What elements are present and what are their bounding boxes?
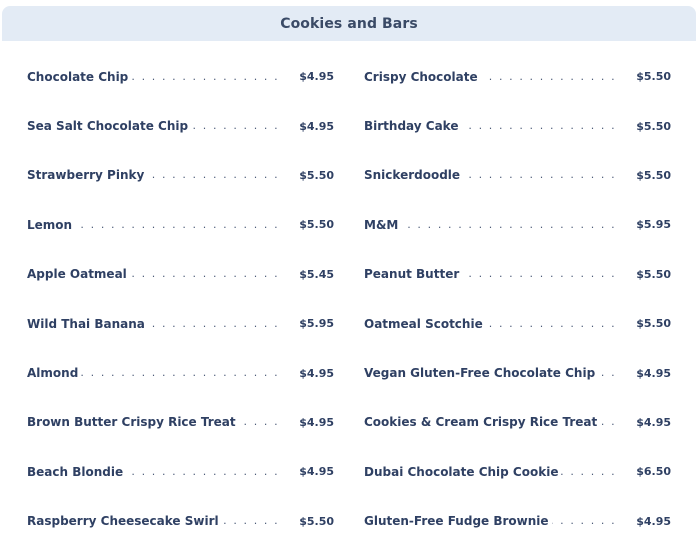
menu-item-name: Chocolate Chip [27,69,129,84]
menu-item-name: Birthday Cake [364,119,459,134]
menu-header [2,6,696,41]
menu-item-price: $4.95 [299,366,334,380]
menu-item[interactable] [27,299,334,348]
menu-item-price: $4.95 [299,465,334,479]
menu-item-price: $4.95 [636,415,671,429]
menu-item[interactable] [364,52,671,101]
dot-leader [598,367,632,379]
dot-leader [131,71,295,83]
menu-item-name: Lemon [27,217,73,232]
dot-leader [401,219,632,231]
menu-item-name: Gluten-Free Fudge Brownie [364,514,549,529]
dot-leader [481,71,633,83]
menu-item[interactable] [364,250,671,299]
dot-leader [552,515,633,527]
menu-item-name: Peanut Butter [364,267,460,282]
menu-item-name: Apple Oatmeal [27,267,127,282]
dot-leader [81,367,295,379]
menu-item-price: $5.50 [299,218,334,232]
menu-item[interactable] [27,52,334,101]
dot-leader [191,120,295,132]
menu-item[interactable] [27,398,334,447]
menu-item-name: Crispy Chocolate [364,69,478,84]
menu-item-name: Brown Butter Crispy Rice Treat [27,415,236,430]
menu-item-price: $5.50 [636,317,671,331]
menu-item[interactable] [364,200,671,249]
menu-item-name: Vegan Gluten-Free Chocolate Chip [364,366,596,381]
menu-item-price: $5.50 [636,267,671,281]
menu-item[interactable] [364,497,671,546]
menu-item-price: $5.95 [299,317,334,331]
menu-item[interactable] [27,151,334,200]
dot-leader [126,466,295,478]
menu-item[interactable] [27,447,334,496]
dot-leader [75,219,295,231]
dot-leader [239,416,296,428]
menu-item-name: Sea Salt Chocolate Chip [27,119,189,134]
menu-item-name: Almond [27,366,79,381]
menu-item-name: Snickerdoodle [364,168,461,183]
menu-item[interactable] [364,398,671,447]
menu-list [27,52,671,546]
menu-item[interactable] [27,101,334,150]
menu-item-price: $4.95 [299,415,334,429]
menu-item-price: $4.95 [636,514,671,528]
menu-item[interactable] [27,250,334,299]
menu-item-price: $5.50 [299,514,334,528]
menu-item-name: Dubai Chocolate Chip Cookie [364,464,559,479]
menu-item[interactable] [364,299,671,348]
menu-item-price: $5.50 [636,119,671,133]
dot-leader [462,268,632,280]
menu-item-price: $5.50 [299,168,334,182]
menu-item-name: Oatmeal Scotchie [364,316,483,331]
menu-item[interactable] [27,497,334,546]
dot-leader [130,268,295,280]
menu-item-price: $4.95 [299,119,334,133]
dot-leader [463,169,632,181]
menu-item-name: Strawberry Pinky [27,168,145,183]
menu-item-price: $4.95 [299,70,334,84]
dot-leader [222,515,296,527]
dot-leader [600,416,632,428]
menu-item-price: $5.45 [299,267,334,281]
dot-leader [561,466,632,478]
menu-item-name: Cookies & Cream Crispy Rice Treat [364,415,598,430]
menu-item-name: Wild Thai Banana [27,316,145,331]
menu-item[interactable] [364,447,671,496]
dot-leader [486,318,632,330]
menu-item[interactable] [27,200,334,249]
menu-item[interactable] [364,151,671,200]
menu-item[interactable] [364,348,671,397]
menu-item[interactable] [364,101,671,150]
menu-item-price: $5.50 [636,168,671,182]
dot-leader [148,318,295,330]
dot-leader [147,169,295,181]
dot-leader [461,120,632,132]
menu-item-price: $5.50 [636,70,671,84]
menu-item-price: $5.95 [636,218,671,232]
menu-item-name: Raspberry Cheesecake Swirl [27,514,219,529]
menu-item-price: $6.50 [636,465,671,479]
menu-item-name: M&M [364,217,399,232]
menu-item-price: $4.95 [636,366,671,380]
menu-item-name: Beach Blondie [27,464,124,479]
menu-title: Cookies and Bars [280,15,418,32]
menu-item[interactable] [27,348,334,397]
